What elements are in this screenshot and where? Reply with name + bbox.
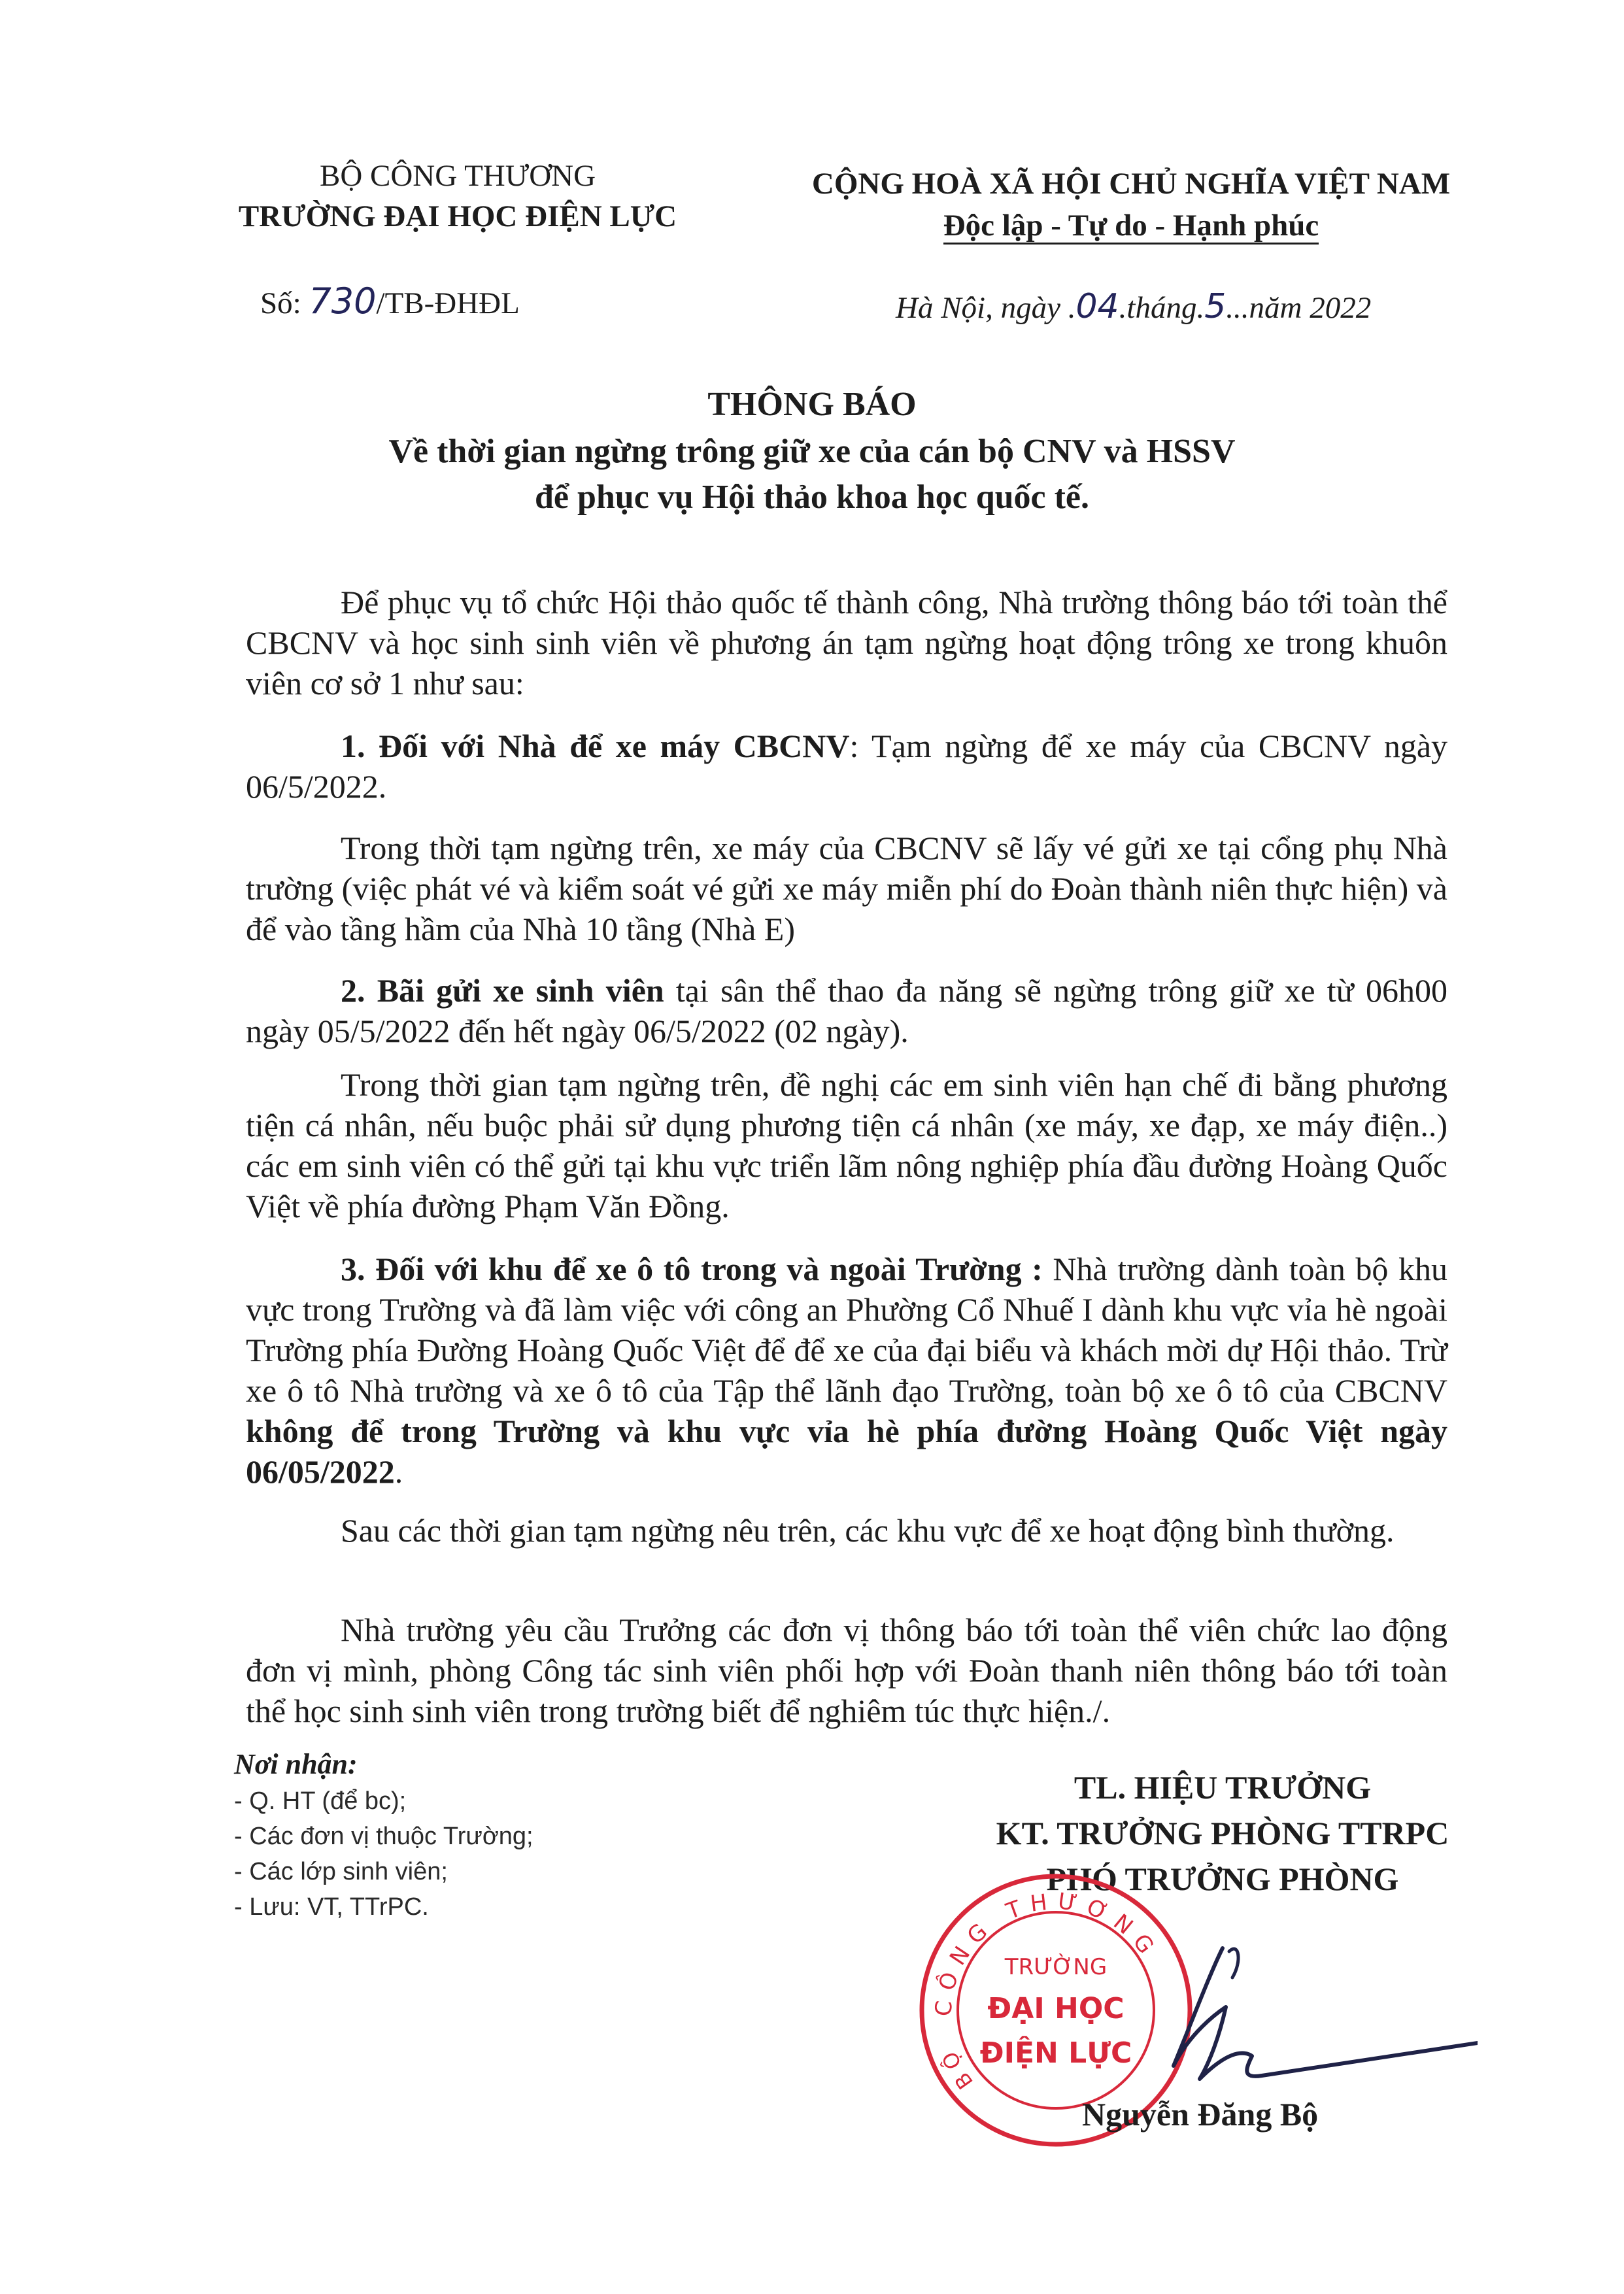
- item-2-detail: Trong thời gian tạm ngừng trên, đề nghị các em sinh viên hạn chế đi bằng phương tiện cá nhân, nếu buộc phải sử dụng phương tiện cá nhân (xe máy, xe đạp, xe máy điện..) các em sinh viên có thể gửi tại khu vực triển lãm nông nghiệp phía đầu đường Hoàng Quốc Việt về phía đường Phạm Văn Đồng.: [246, 1066, 1447, 1224]
- school-name: TRƯỜNG ĐẠI HỌC ĐIỆN LỰC: [238, 199, 677, 233]
- recipient-item: - Các đơn vị thuộc Trường;: [234, 1823, 533, 1850]
- subject-line-2: để phục vụ Hội thảo khoa học quốc tế.: [534, 479, 1090, 516]
- stamp-ring-text: CÔNG THƯƠNG: [930, 1888, 1164, 2017]
- document-date: Hà Nội, ngày .04.tháng.5...năm 2022: [896, 287, 1372, 326]
- item-2-heading: 2. Bãi gửi xe sinh viên: [341, 972, 664, 1009]
- number-suffix: /TB-ĐHĐL: [376, 286, 520, 320]
- item-1-text: : Tạm ngừng để xe máy của CBCNV ngày 06/5/2022.: [246, 728, 1448, 805]
- item-3-paragraph: [246, 1249, 1447, 1492]
- date-day: 04: [1075, 287, 1119, 326]
- recipients-label: Nơi nhận:: [234, 1748, 358, 1780]
- intro-paragraph: Để phục vụ tổ chức Hội thảo quốc tế thành công, Nhà trường thông báo tới toàn thể CBCNV và học sinh sinh viên về phương án tạm ngừng hoạt động trông xe trong khuôn viên cơ sở 1 như sau:: [246, 584, 1447, 701]
- stamp-line-2: ĐẠI HỌC: [987, 1992, 1125, 2025]
- document-title: THÔNG BÁO: [707, 386, 917, 423]
- number-prefix: Số:: [260, 286, 301, 320]
- motto-text: Độc lập - Tự do - Hạnh phúc: [943, 209, 1319, 245]
- subject-line-1: Về thời gian ngừng trông giữ xe của cán bộ CNV và HSSV: [388, 433, 1236, 470]
- recipient-item: - Q. HT (để bc);: [234, 1787, 407, 1815]
- national-motto: [771, 204, 1491, 247]
- stamp-line-1: TRƯỜNG: [1004, 1954, 1108, 1980]
- item-3-end: .: [394, 1453, 403, 1490]
- item-3-heading: 3. Đối với khu để xe ô tô trong và ngoài Trường :: [341, 1251, 1043, 1287]
- date-month-label: tháng: [1126, 291, 1197, 325]
- signer-name: Nguyễn Đăng Bộ: [1082, 2096, 1319, 2133]
- item-1-detail: Trong thời tạm ngừng trên, xe máy của CBCNV sẽ lấy vé gửi xe tại cổng phụ Nhà trường (việc phát vé và kiểm soát vé gửi xe máy miễn phí do Đoàn thành niên thực hiện) và để vào tầng hầm của Nhà 10 tầng (Nhà E): [246, 830, 1447, 947]
- stamp-ring-left: BỘ: [934, 2042, 978, 2094]
- item-3-emphasis: không để trong Trường và khu vực vỉa hè phía đường Hoàng Quốc Việt ngày 06/05/2022: [246, 1413, 1447, 1490]
- recipient-item: - Lưu: VT, TTrPC.: [234, 1893, 429, 1921]
- date-prefix: Hà Nội, ngày: [896, 291, 1060, 325]
- signature-title-2: KT. TRƯỞNG PHÒNG TTRPC: [996, 1815, 1449, 1851]
- handwritten-signature: [1111, 1915, 1478, 2112]
- recipients-block: [234, 1746, 533, 1925]
- signature-title-3: PHÓ TRƯỞNG PHÒNG: [1046, 1861, 1399, 1897]
- date-year: năm 2022: [1249, 291, 1372, 325]
- ministry-name: BỘ CÔNG THƯƠNG: [319, 159, 596, 193]
- recipient-item: - Các lớp sinh viên;: [234, 1858, 448, 1885]
- after-paragraph: Sau các thời gian tạm ngừng nêu trên, các khu vực để xe hoạt động bình thường.: [341, 1512, 1395, 1549]
- date-month: 5: [1204, 287, 1226, 326]
- number-value: 730: [309, 280, 377, 322]
- item-3-text: Nhà trường dành toàn bộ khu vực trong Trường và đã làm việc với công an Phường Cổ Nhuế I dành khu vực vỉa hè ngoài Trường phía Đường Hoàng Quốc Việt để để xe của đại biểu và khách mời dự Hội thảo. Trừ xe ô tô Nhà trường và xe ô tô của Tập thể lãnh đạo Trường, toàn bộ xe ô tô của CBCNV: [246, 1251, 1447, 1409]
- document-number: [260, 280, 520, 325]
- closing-paragraph: Nhà trường yêu cầu Trưởng các đơn vị thông báo tới toàn thể viên chức lao động đơn vị mình, phòng Công tác sinh viên phối hợp với Đoàn thanh niên thông báo tới toàn thể học sinh sinh viên trong trường biết để nghiêm túc thực hiện./.: [246, 1611, 1447, 1729]
- signature-title-1: TL. HIỆU TRƯỞNG: [1074, 1769, 1372, 1806]
- item-1-paragraph: [246, 726, 1447, 807]
- item-2-paragraph: [246, 970, 1447, 1051]
- item-1-heading: 1. Đối với Nhà để xe máy CBCNV: [341, 728, 850, 764]
- item-2-text: tại sân thể thao đa năng sẽ ngừng trông giữ xe từ 06h00 ngày 05/5/2022 đến hết ngày 06/5/2022 (02 ngày).: [246, 972, 1447, 1049]
- nation-name: CỘNG HOÀ XÃ HỘI CHỦ NGHĨA VIỆT NAM: [811, 167, 1451, 201]
- stamp-line-3: ĐIỆN LỰC: [979, 2036, 1132, 2070]
